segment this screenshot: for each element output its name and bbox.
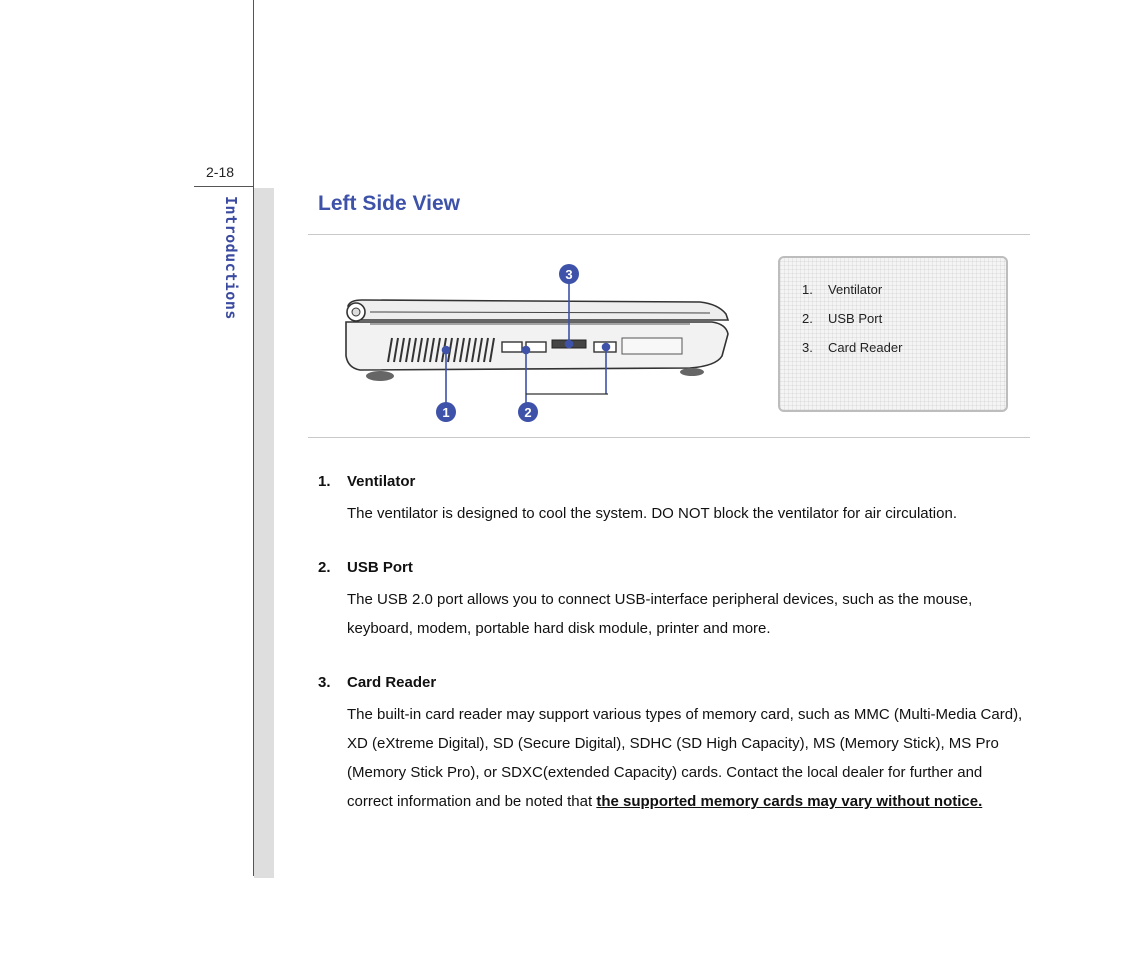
legend-item [802, 311, 882, 326]
feature-title: Ventilator [347, 473, 416, 490]
page-title: Left Side View [318, 192, 460, 215]
callout-3-label: 3 [565, 267, 573, 282]
page-number: 2-18 [206, 164, 235, 180]
feature-notice-emphasis: the supported memory cards may vary without notice. [596, 793, 983, 810]
laptop-left-side-illustration [340, 258, 740, 428]
feature-description [347, 700, 1028, 816]
feature-number: 2. [318, 559, 331, 576]
legend-item-label: Card Reader [828, 340, 903, 355]
laptop-drawing [340, 258, 740, 428]
feature-number: 1. [318, 473, 331, 490]
bottom-divider [308, 437, 1030, 438]
feature-heading [318, 470, 1028, 494]
legend-item-number: 2. [802, 311, 813, 326]
feature-title: Card Reader [347, 674, 437, 691]
feature-description: The USB 2.0 port allows you to connect USB-interface peripheral devices, such as the mouse, keyboard, modem, portable hard disk module, printer and more. [347, 591, 973, 637]
feature-item-ventilator [318, 470, 1028, 528]
legend-item-label: Ventilator [828, 282, 883, 297]
legend-item-number: 1. [802, 282, 813, 297]
feature-description: The ventilator is designed to cool the system. DO NOT block the ventilator for air circulation. [347, 505, 957, 522]
legend-item-number: 3. [802, 340, 813, 355]
top-divider [308, 234, 1030, 235]
section-label: Introductions [222, 196, 240, 320]
legend-item-label: USB Port [828, 311, 883, 326]
sidebar-bar [254, 188, 274, 878]
feature-number: 3. [318, 674, 331, 691]
legend-item [802, 282, 882, 297]
feature-description-text: The built-in card reader may support various types of memory card, such as MMC (Multi-Media Card), XD (eXtreme Digital), SD (Secure Digital), SDHC (SD High Capacity), MS (Memory Stick), MS Pro (Memory Stick Pro), or SDXC(extended Capacity) cards. Contact the local dealer for further and correct information and be noted that [347, 706, 1023, 810]
callout-2-label: 2 [524, 405, 532, 420]
page-number-rule [194, 186, 254, 187]
figure-legend [778, 256, 1008, 412]
feature-list [318, 470, 1028, 844]
feature-heading [318, 556, 1028, 580]
legend-item [802, 340, 902, 355]
feature-heading [318, 671, 1028, 695]
feature-item-usb-port [318, 556, 1028, 643]
feature-title: USB Port [347, 559, 413, 576]
callout-1-label: 1 [442, 405, 450, 420]
feature-item-card-reader [318, 671, 1028, 816]
